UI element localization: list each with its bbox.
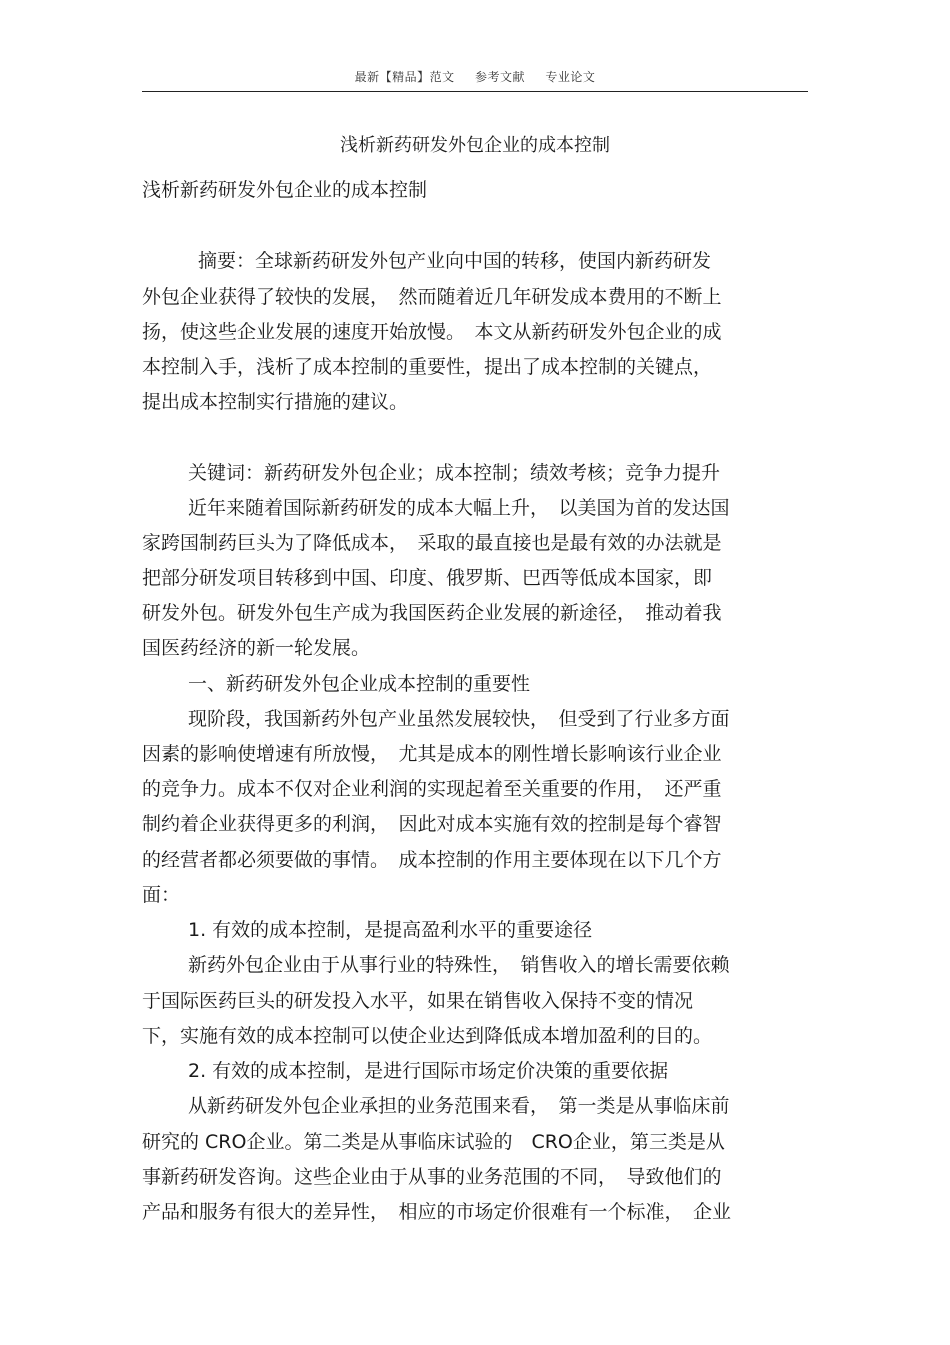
header-item-latest: 最新【精品】范文 xyxy=(354,70,455,84)
subtitle: 浅析新药研发外包企业的成本控制 xyxy=(142,179,428,201)
body-line: 制约着企业获得更多的利润， 因此对成本实施有效的控制是每个睿智 xyxy=(142,813,722,835)
body-line: 研发外包。研发外包生产成为我国医药企业发展的新途径， 推动着我 xyxy=(142,602,722,624)
subsection-heading: 2. 有效的成本控制，是进行国际市场定价决策的重要依据 xyxy=(188,1060,669,1082)
header-item-papers: 专业论文 xyxy=(545,70,596,84)
body-line: 下，实施有效的成本控制可以使企业达到降低成本增加盈利的目的。 xyxy=(142,1025,713,1047)
abstract-line: 扬，使这些企业发展的速度开始放慢。 本文从新药研发外包企业的成 xyxy=(142,321,722,343)
abstract-line: 本控制入手，浅析了成本控制的重要性，提出了成本控制的关键点， xyxy=(142,356,713,378)
body-line: 产品和服务有很大的差异性， 相应的市场定价很难有一个标准， 企业 xyxy=(142,1201,732,1223)
page-header xyxy=(0,68,950,85)
body-line: 把部分研发项目转移到中国、印度、俄罗斯、巴西等低成本国家，即 xyxy=(142,567,713,589)
abstract-line: 外包企业获得了较快的发展， 然而随着近几年研发成本费用的不断上 xyxy=(142,286,722,308)
body-line: 于国际医药巨头的研发投入水平，如果在销售收入保持不变的情况 xyxy=(142,990,694,1012)
body-line: 的竞争力。成本不仅对企业利润的实现起着至关重要的作用， 还严重 xyxy=(142,778,722,800)
body-line: 因素的影响使增速有所放慢， 尤其是成本的刚性增长影响该行业企业 xyxy=(142,743,722,765)
body-line: 新药外包企业由于从事行业的特殊性， 销售收入的增长需要依赖 xyxy=(188,954,730,976)
section-heading: 一、新药研发外包企业成本控制的重要性 xyxy=(188,673,531,695)
abstract-line: 提出成本控制实行措施的建议。 xyxy=(142,391,409,413)
body-line: 现阶段，我国新药外包产业虽然发展较快， 但受到了行业多方面 xyxy=(188,708,730,730)
body-line: 国医药经济的新一轮发展。 xyxy=(142,637,371,659)
body-line: 家跨国制药巨头为了降低成本， 采取的最直接也是最有效的办法就是 xyxy=(142,532,722,554)
body-line: 研究的 CRO企业。第二类是从事临床试验的 CRO企业，第三类是从 xyxy=(142,1131,725,1153)
header-item-references: 参考文献 xyxy=(474,70,525,84)
abstract-line: 摘要：全球新药研发外包产业向中国的转移，使国内新药研发 xyxy=(198,250,712,272)
subsection-heading: 1. 有效的成本控制，是提高盈利水平的重要途径 xyxy=(188,919,593,941)
header-divider xyxy=(142,91,808,92)
keywords-line: 关键词：新药研发外包企业；成本控制；绩效考核；竞争力提升 xyxy=(188,462,721,484)
body-line: 近年来随着国际新药研发的成本大幅上升， 以美国为首的发达国 xyxy=(188,497,730,519)
body-line: 从新药研发外包企业承担的业务范围来看， 第一类是从事临床前 xyxy=(188,1095,730,1117)
body-line: 的经营者都必须要做的事情。 成本控制的作用主要体现在以下几个方 xyxy=(142,849,722,871)
document-title: 浅析新药研发外包企业的成本控制 xyxy=(340,135,610,156)
body-line: 事新药研发咨询。这些企业由于从事的业务范围的不同， 导致他们的 xyxy=(142,1166,722,1188)
body-line: 面： xyxy=(142,884,181,906)
